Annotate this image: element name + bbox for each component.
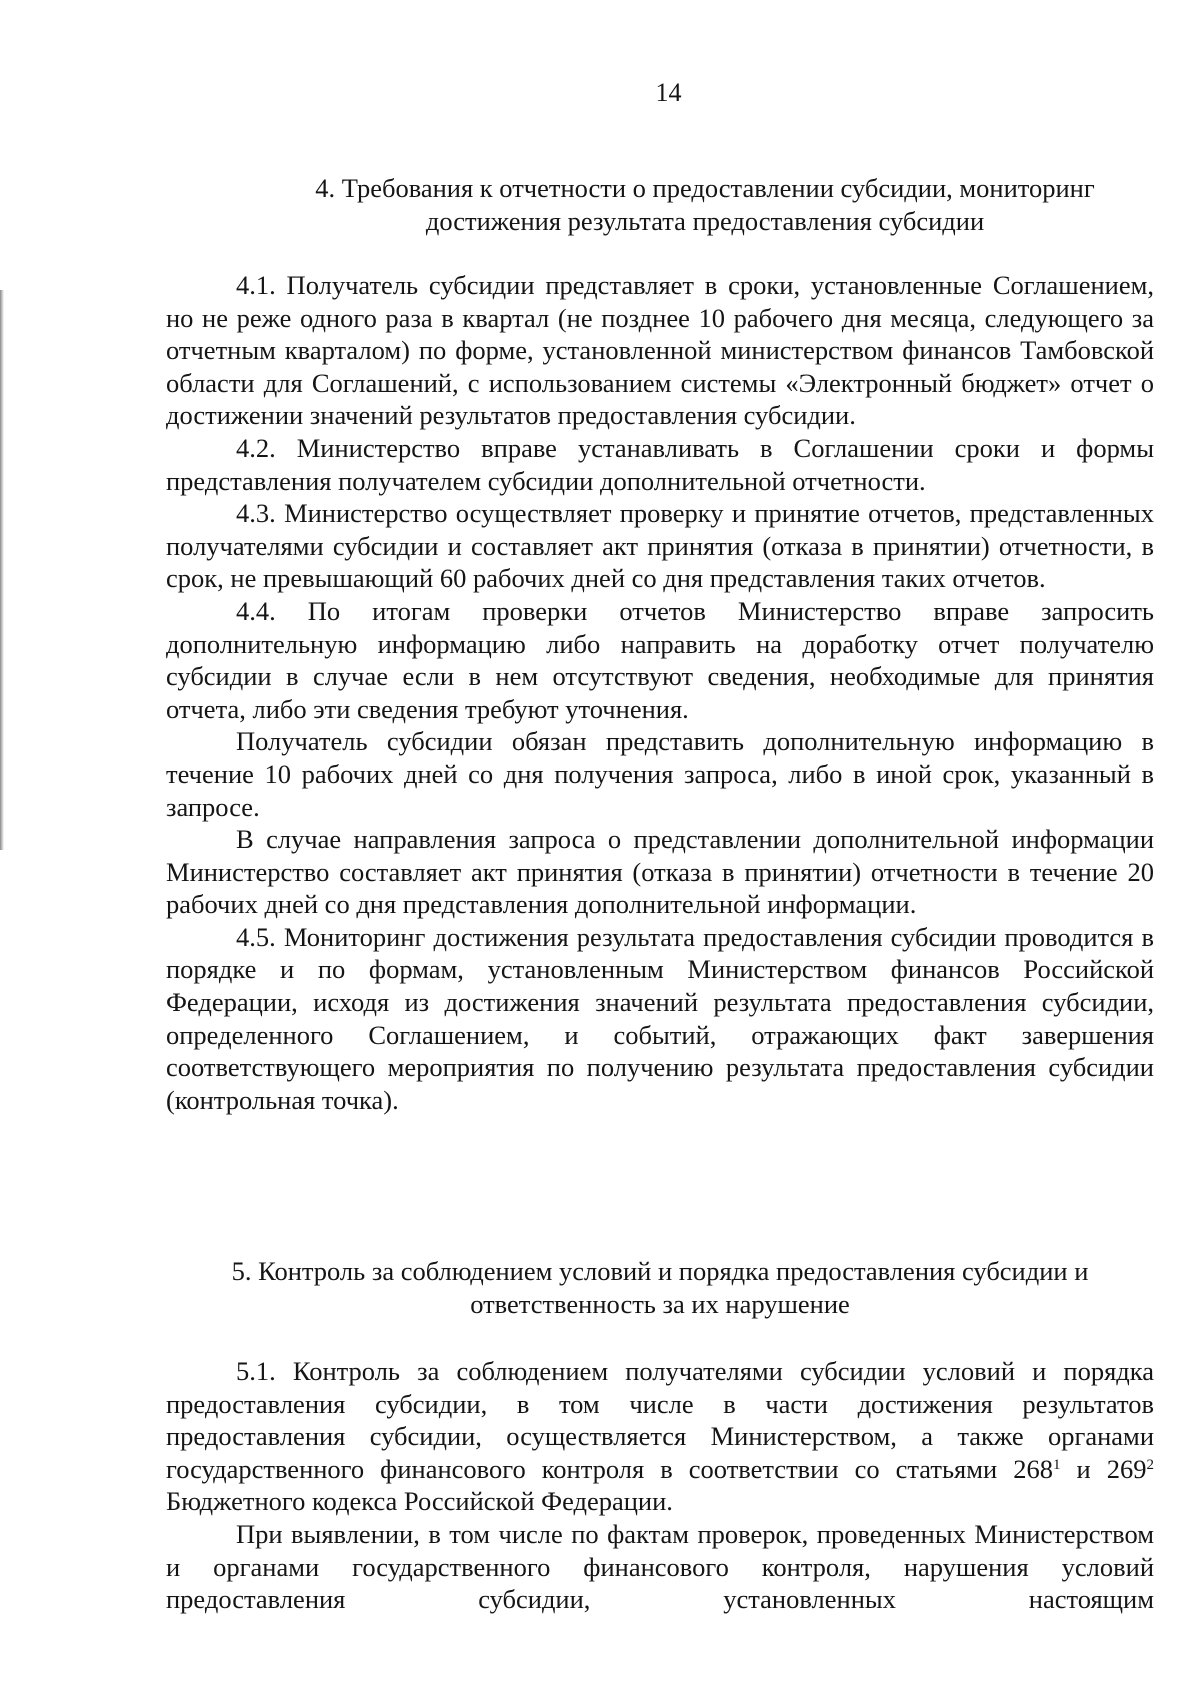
paragraph-4-4-request: В случае направления запроса о представлении дополнительной информации Министерство составляет акт принятия (отказа в принятии) отчетности в течение 20 рабочих дней со дня представления дополнительной информации. (166, 824, 1154, 920)
section-5-heading-line-1: 5. Контроль за соблюдением условий и порядка предоставления субсидии и (231, 1256, 1089, 1286)
paragraph-5-1-text: 5.1. Контроль за соблюдением получателями субсидии условий и порядка предоставления субсидии, в том числе в части достижения результатов предоставления субсидии, осуществляется Министерством, а также органами государственного финансового контроля в соответствии со статьями 268 (166, 1356, 1154, 1484)
paragraph-4-4: 4.4. По итогам проверки отчетов Министерство вправе запросить дополнительную информацию либо направить на доработку отчет получателю субсидии в случае если в нем отсутствуют сведения, необходимые для принятия отчета, либо эти сведения требуют уточнения. (166, 595, 1154, 724)
section-4-body (166, 269, 1154, 1116)
footnote-marker-268: 1 (1052, 1456, 1061, 1473)
section-5-heading (166, 1255, 1154, 1321)
paragraph-5-1-end: Бюджетного кодекса Российской Федерации. (166, 1486, 673, 1517)
paragraph-4-3: 4.3. Министерство осуществляет проверку и принятие отчетов, представленных получателями субсидии и составляет акт принятия (отказа в принятии) отчетности, в срок, не превышающий 60 рабочих дней со дня представления таких отчетов. (166, 498, 1154, 594)
section-4-heading (166, 172, 1200, 238)
page-number: 14 (655, 78, 682, 107)
paragraph-5-1 (166, 1355, 1154, 1518)
section-4-heading-line-2: достижения результата предоставления субсидии (425, 206, 985, 236)
paragraph-4-1: 4.1. Получатель субсидии представляет в сроки, установленные Соглашением, но не реже одного раза в квартал (не позднее 10 рабочего дня месяца, следующего за отчетным кварталом) по форме, установленной министерством финансов Тамбовской области для Соглашений, с использованием системы «Электронный бюджет» отчет о достижении значений результатов предоставления субсидии. (166, 270, 1154, 431)
paragraph-4-5: 4.5. Мониторинг достижения результата предоставления субсидии проводится в порядке и по формам, установленным Министерством финансов Российской Федерации, исходя из достижения значений результата предоставления субсидии, определенного Соглашением, и событий, отражающих факт завершения соответствующего мероприятия по получению результата предоставления субсидии (контрольная точка). (166, 921, 1154, 1115)
section-5-heading-line-2: ответственность за их нарушение (470, 1289, 850, 1319)
paragraph-4-2: 4.2. Министерство вправе устанавливать в Соглашении сроки и формы представления получателем субсидии дополнительной отчетности. (166, 432, 1154, 496)
scan-edge-shadow (0, 290, 4, 850)
footnote-marker-269: 2 (1146, 1456, 1154, 1473)
section-5-body (166, 1355, 1154, 1616)
paragraph-5-1-violations: При выявлении, в том числе по фактам проверок, проведенных Министерством и органами государственного финансового контроля, нарушения условий предоставления субсидии, установленных настоящим (166, 1518, 1154, 1615)
paragraph-5-1-mid: и 269 (1060, 1453, 1147, 1484)
paragraph-4-4-recipient: Получатель субсидии обязан представить дополнительную информацию в течение 10 рабочих дней со дня получения запроса, либо в иной срок, указанный в запросе. (166, 726, 1154, 822)
section-4-heading-line-1: 4. Требования к отчетности о предоставлении субсидии, мониторинг (315, 173, 1095, 203)
